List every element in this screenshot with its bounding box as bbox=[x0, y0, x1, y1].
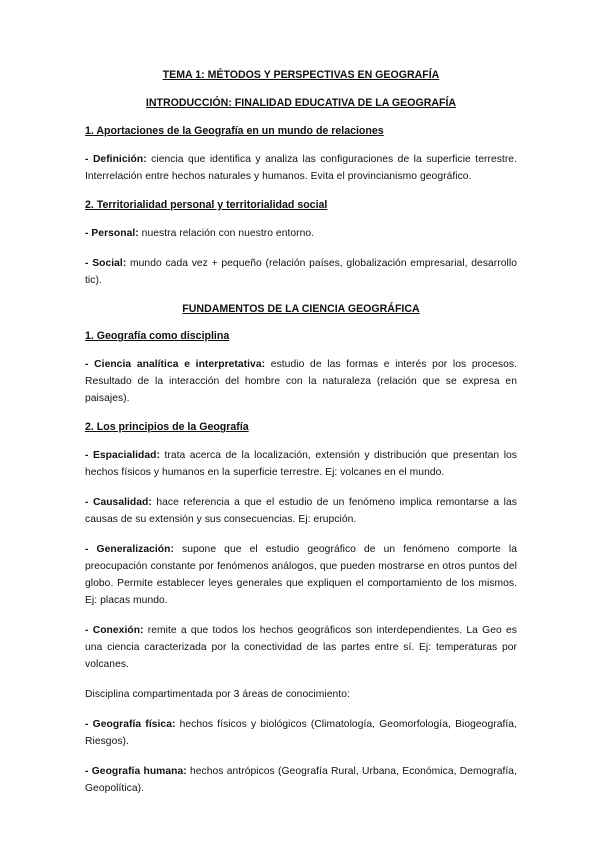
term-ciencia: - Ciencia analítica e interpretativa: bbox=[85, 359, 266, 370]
term-geografia-fisica: - Geografía física: bbox=[85, 719, 176, 730]
paragraph-causalidad bbox=[85, 494, 517, 528]
term-personal: - Personal: bbox=[85, 228, 139, 239]
text-personal: nuestra relación con nuestro entorno. bbox=[138, 228, 315, 239]
term-geografia-humana: - Geografía humana: bbox=[85, 766, 187, 777]
text-definicion: ciencia que identifica y analiza las configuraciones de la superficie terrestre. Interrelación entre hechos naturales y humanos. Evita el provincianismo geográfico. bbox=[85, 154, 517, 182]
section-heading-aportaciones: 1. Aportaciones de la Geografía en un mundo de relaciones bbox=[85, 125, 384, 137]
term-social: - Social: bbox=[85, 258, 127, 269]
term-espacialidad: - Espacialidad: bbox=[85, 450, 160, 461]
text-geografia-fisica: hechos físicos y biológicos (Climatología, Geomorfología, Biogeografía, Riesgos). bbox=[85, 719, 517, 747]
section-heading-territorialidad: 2. Territorialidad personal y territorialidad social bbox=[85, 199, 328, 211]
text-geografia-humana: hechos antrópicos (Geografía Rural, Urbana, Económica, Demografía, Geopolítica). bbox=[85, 766, 517, 794]
text-espacialidad: trata acerca de la localización, extensión y distribución que presentan los hechos físicos y humanos en la superficie terrestre. Ej: volcanes en el mundo. bbox=[85, 450, 518, 478]
document-title: TEMA 1: MÉTODOS Y PERSPECTIVAS EN GEOGRAFÍA bbox=[162, 69, 440, 81]
paragraph-conexion bbox=[85, 622, 517, 673]
fundamentos-heading: FUNDAMENTOS DE LA CIENCIA GEOGRÁFICA bbox=[182, 303, 420, 315]
term-conexion: - Conexión: bbox=[85, 625, 144, 636]
paragraph-definicion bbox=[85, 151, 517, 185]
paragraph-geografia-humana bbox=[85, 763, 517, 797]
text-generalizacion: supone que el estudio geográfico de un fenómeno comporte la preocupación constante por fenómenos análogos, que pueden mostrarse en otros puntos del globo. Permite establecer leyes generales que expliquen el comportamiento de los mismos. Ej: placas mundo. bbox=[85, 544, 517, 606]
paragraph-ciencia bbox=[85, 356, 517, 407]
text-social: mundo cada vez + pequeño (relación países, globalización empresarial, desarrollo tic). bbox=[85, 258, 517, 286]
paragraph-espacialidad bbox=[85, 447, 517, 481]
paragraph-generalizacion bbox=[85, 541, 517, 609]
section-heading-principios: 2. Los principios de la Geografía bbox=[85, 421, 249, 433]
text-ciencia: estudio de las formas e interés por los procesos. Resultado de la interacción del hombre con la naturaleza (relación que se expresa en paisajes). bbox=[85, 359, 518, 404]
term-generalizacion: - Generalización: bbox=[85, 544, 174, 555]
term-definicion: - Definición: bbox=[85, 154, 147, 165]
paragraph-personal bbox=[85, 225, 517, 242]
section-heading-disciplina: 1. Geografía como disciplina bbox=[85, 330, 230, 342]
paragraph-geografia-fisica bbox=[85, 716, 517, 750]
document-content bbox=[85, 68, 517, 810]
term-causalidad: - Causalidad: bbox=[85, 497, 152, 508]
paragraph-areas-intro: Disciplina compartimentada por 3 áreas de conocimiento: bbox=[85, 689, 350, 700]
text-conexion: remite a que todos los hechos geográficos son interdependientes. La Geo es una ciencia caracterizada por la conectividad de las partes entre sí. Ej: temperaturas por volcanes. bbox=[85, 625, 517, 670]
intro-heading: INTRODUCCIÓN: FINALIDAD EDUCATIVA DE LA GEOGRAFÍA bbox=[145, 97, 457, 109]
text-causalidad: hace referencia a que el estudio de un fenómeno implica remontarse a las causas de su extensión y sus consecuencias. Ej: erupción. bbox=[85, 497, 517, 525]
paragraph-social bbox=[85, 255, 517, 289]
